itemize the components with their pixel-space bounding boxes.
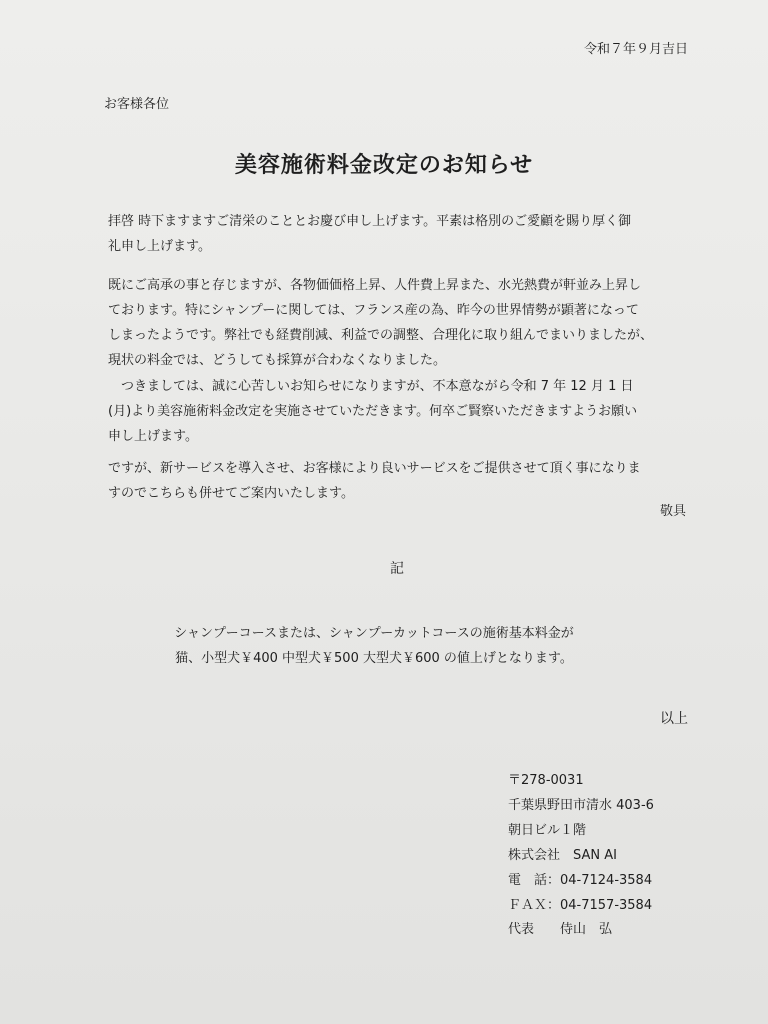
paragraph-line: つきましては、誠に心苦しいお知らせになりますが、不本意ながら令和 7 年 12 月 1 日 bbox=[108, 379, 634, 394]
paragraph-line: ですが、新サービスを導入させ、お客様により良いサービスをご提供させて頂く事になりま bbox=[108, 461, 641, 476]
paragraph-line: 申し上げます。 bbox=[108, 429, 198, 444]
paragraph-line: 拝啓 時下ますますご清栄のこととお慶び申し上げます。平素は格別のご愛顧を賜り厚く御 bbox=[108, 214, 632, 229]
sender-postal: 〒278-0031 bbox=[508, 773, 584, 788]
sender-building: 朝日ビル１階 bbox=[508, 823, 587, 838]
paragraph-line: すのでこちらも併せてご案内いたします。 bbox=[108, 486, 354, 501]
paragraph-line: 礼申し上げます。 bbox=[108, 239, 211, 254]
ki-mark: 記 bbox=[390, 561, 404, 577]
paragraph-line: しまったようです。弊社でも経費削減、利益での調整、合理化に取り組んでまいりましたが、 bbox=[108, 328, 653, 343]
sender-company: 株式会社 SAN AI bbox=[508, 848, 617, 863]
paragraph-line: (月)より美容施術料金改定を実施させていただきます。何卒ご賢察いただきますようお願い bbox=[108, 404, 638, 419]
addressee: お客様各位 bbox=[104, 97, 170, 112]
notice-line: 猫、小型犬￥400 中型犬￥500 大型犬￥600 の値上げとなります。 bbox=[175, 651, 573, 666]
paragraph-new-service bbox=[108, 456, 690, 506]
paragraph-greeting bbox=[108, 209, 690, 259]
closing-keigu: 敬具 bbox=[659, 504, 686, 519]
paragraph-line: 既にご高承の事と存じますが、各物価価格上昇、人件費上昇また、水光熱費が軒並み上昇し bbox=[108, 278, 642, 293]
sender-representative: 代表 侍山 弘 bbox=[508, 922, 613, 937]
sender-tel: 電 話：04-7124-3584 bbox=[508, 873, 653, 888]
sender-fax: ＦＡＸ：04-7157-3584 bbox=[508, 898, 653, 913]
letter-date: 令和７年９月吉日 bbox=[583, 42, 688, 57]
notice-line: シャンプーコースまたは、シャンプーカットコースの施術基本料金が bbox=[174, 626, 574, 641]
sender-address: 千葉県野田市清水 403-6 bbox=[508, 798, 654, 813]
letter-title: 美容施術料金改定のお知らせ bbox=[234, 153, 534, 178]
paragraph-reason bbox=[108, 273, 690, 373]
paragraph-line: ております。特にシャンプーに関しては、フランス産の為、昨今の世界情勢が顕著になって bbox=[108, 303, 639, 318]
paragraph-line: 現状の料金では、どうしても採算が合わなくなりました。 bbox=[108, 353, 447, 368]
end-mark: 以上 bbox=[660, 711, 688, 727]
paragraph-announcement bbox=[108, 374, 690, 449]
